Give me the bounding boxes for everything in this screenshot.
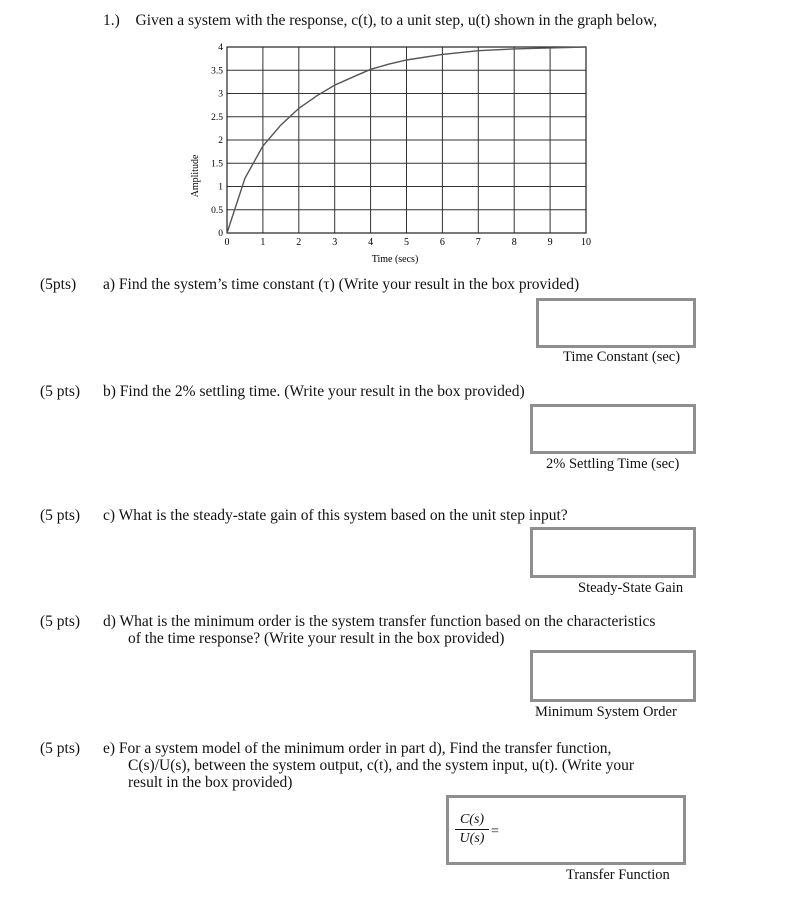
y-tick-label: 2 [218,136,223,146]
part-a-question [103,276,579,293]
part-c-letter: c) [103,507,116,524]
y-tick-label: 0.5 [211,205,223,216]
part-d-line1: What is the minimum order is the system transfer function based on the characteristics [119,613,656,630]
transfer-function-fraction [455,812,489,847]
part-b-question [103,383,525,400]
y-tick-label: 1 [218,182,223,193]
part-b-letter: b) [103,383,116,400]
part-c-text: What is the steady-state gain of this system based on the unit step input? [118,507,568,524]
fraction-numerator: C(s) [459,812,485,827]
question-intro: Given a system with the response, c(t), to a unit step, u(t) shown in the graph below, [135,12,658,29]
y-tick-label: 3 [218,89,223,100]
step-response-chart [180,36,610,268]
part-e-line2: C(s)/U(s), between the system output, c(t), and the system input, u(t). (Write your [128,757,635,774]
steady-state-gain-answer-box[interactable] [530,527,696,578]
chart-grid [227,47,586,233]
part-a-points: (5pts) [40,276,77,293]
part-e-letter: e) [103,740,116,757]
part-c-points: (5 pts) [40,507,81,524]
part-a-letter: a) [103,276,116,293]
x-tick-label: 1 [260,237,266,248]
equals-sign: = [491,824,499,839]
x-tick-labels [225,237,592,248]
x-tick-label: 10 [581,237,591,248]
settling-time-caption: 2% Settling Time (sec) [546,456,680,472]
x-tick-label: 9 [547,237,553,248]
y-tick-label: 0 [218,229,223,239]
time-constant-caption: Time Constant (sec) [563,349,681,365]
part-d-letter: d) [103,613,116,630]
y-tick-label: 2.5 [211,112,223,123]
transfer-function-answer-box[interactable] [446,795,686,865]
transfer-function-caption: Transfer Function [566,867,670,883]
part-b-points: (5 pts) [40,383,81,400]
time-constant-answer-box[interactable] [536,298,696,348]
x-tick-label: 4 [368,237,374,248]
x-tick-label: 5 [404,237,409,248]
y-tick-label: 1.5 [211,159,223,170]
part-b-text: Find the 2% settling time. (Write your result in the box provided) [119,383,525,400]
x-tick-label: 2 [296,237,302,248]
x-tick-label: 6 [439,237,445,248]
y-axis-label: Amplitude [190,154,201,198]
fraction-denominator: U(s) [459,831,485,846]
part-e-points: (5 pts) [40,740,81,757]
part-d-points: (5 pts) [40,613,81,630]
x-tick-label: 8 [511,237,517,248]
x-axis-label: Time (secs) [371,254,419,265]
y-tick-label: 3.5 [211,66,223,77]
x-tick-label: 3 [332,237,338,248]
part-a-text: Find the system’s time constant (τ) (Write your result in the box provided) [118,276,580,293]
x-tick-label: 7 [475,237,481,248]
settling-time-answer-box[interactable] [530,404,696,454]
y-tick-labels [211,43,223,239]
minimum-order-answer-box[interactable] [530,650,696,702]
question-header [103,12,657,29]
part-e-question [103,740,611,757]
part-d-line2: of the time response? (Write your result in the box provided) [128,630,505,647]
minimum-order-caption: Minimum System Order [535,704,677,720]
steady-state-gain-caption: Steady-State Gain [578,580,684,596]
y-tick-label: 4 [218,43,223,53]
part-e-line1: For a system model of the minimum order in part d), Find the transfer function, [118,740,612,757]
part-d-question [103,613,655,630]
x-tick-label: 0 [224,237,230,248]
question-number: 1.) [103,12,120,29]
part-c-question [103,507,568,524]
part-e-line3: result in the box provided) [128,774,293,791]
